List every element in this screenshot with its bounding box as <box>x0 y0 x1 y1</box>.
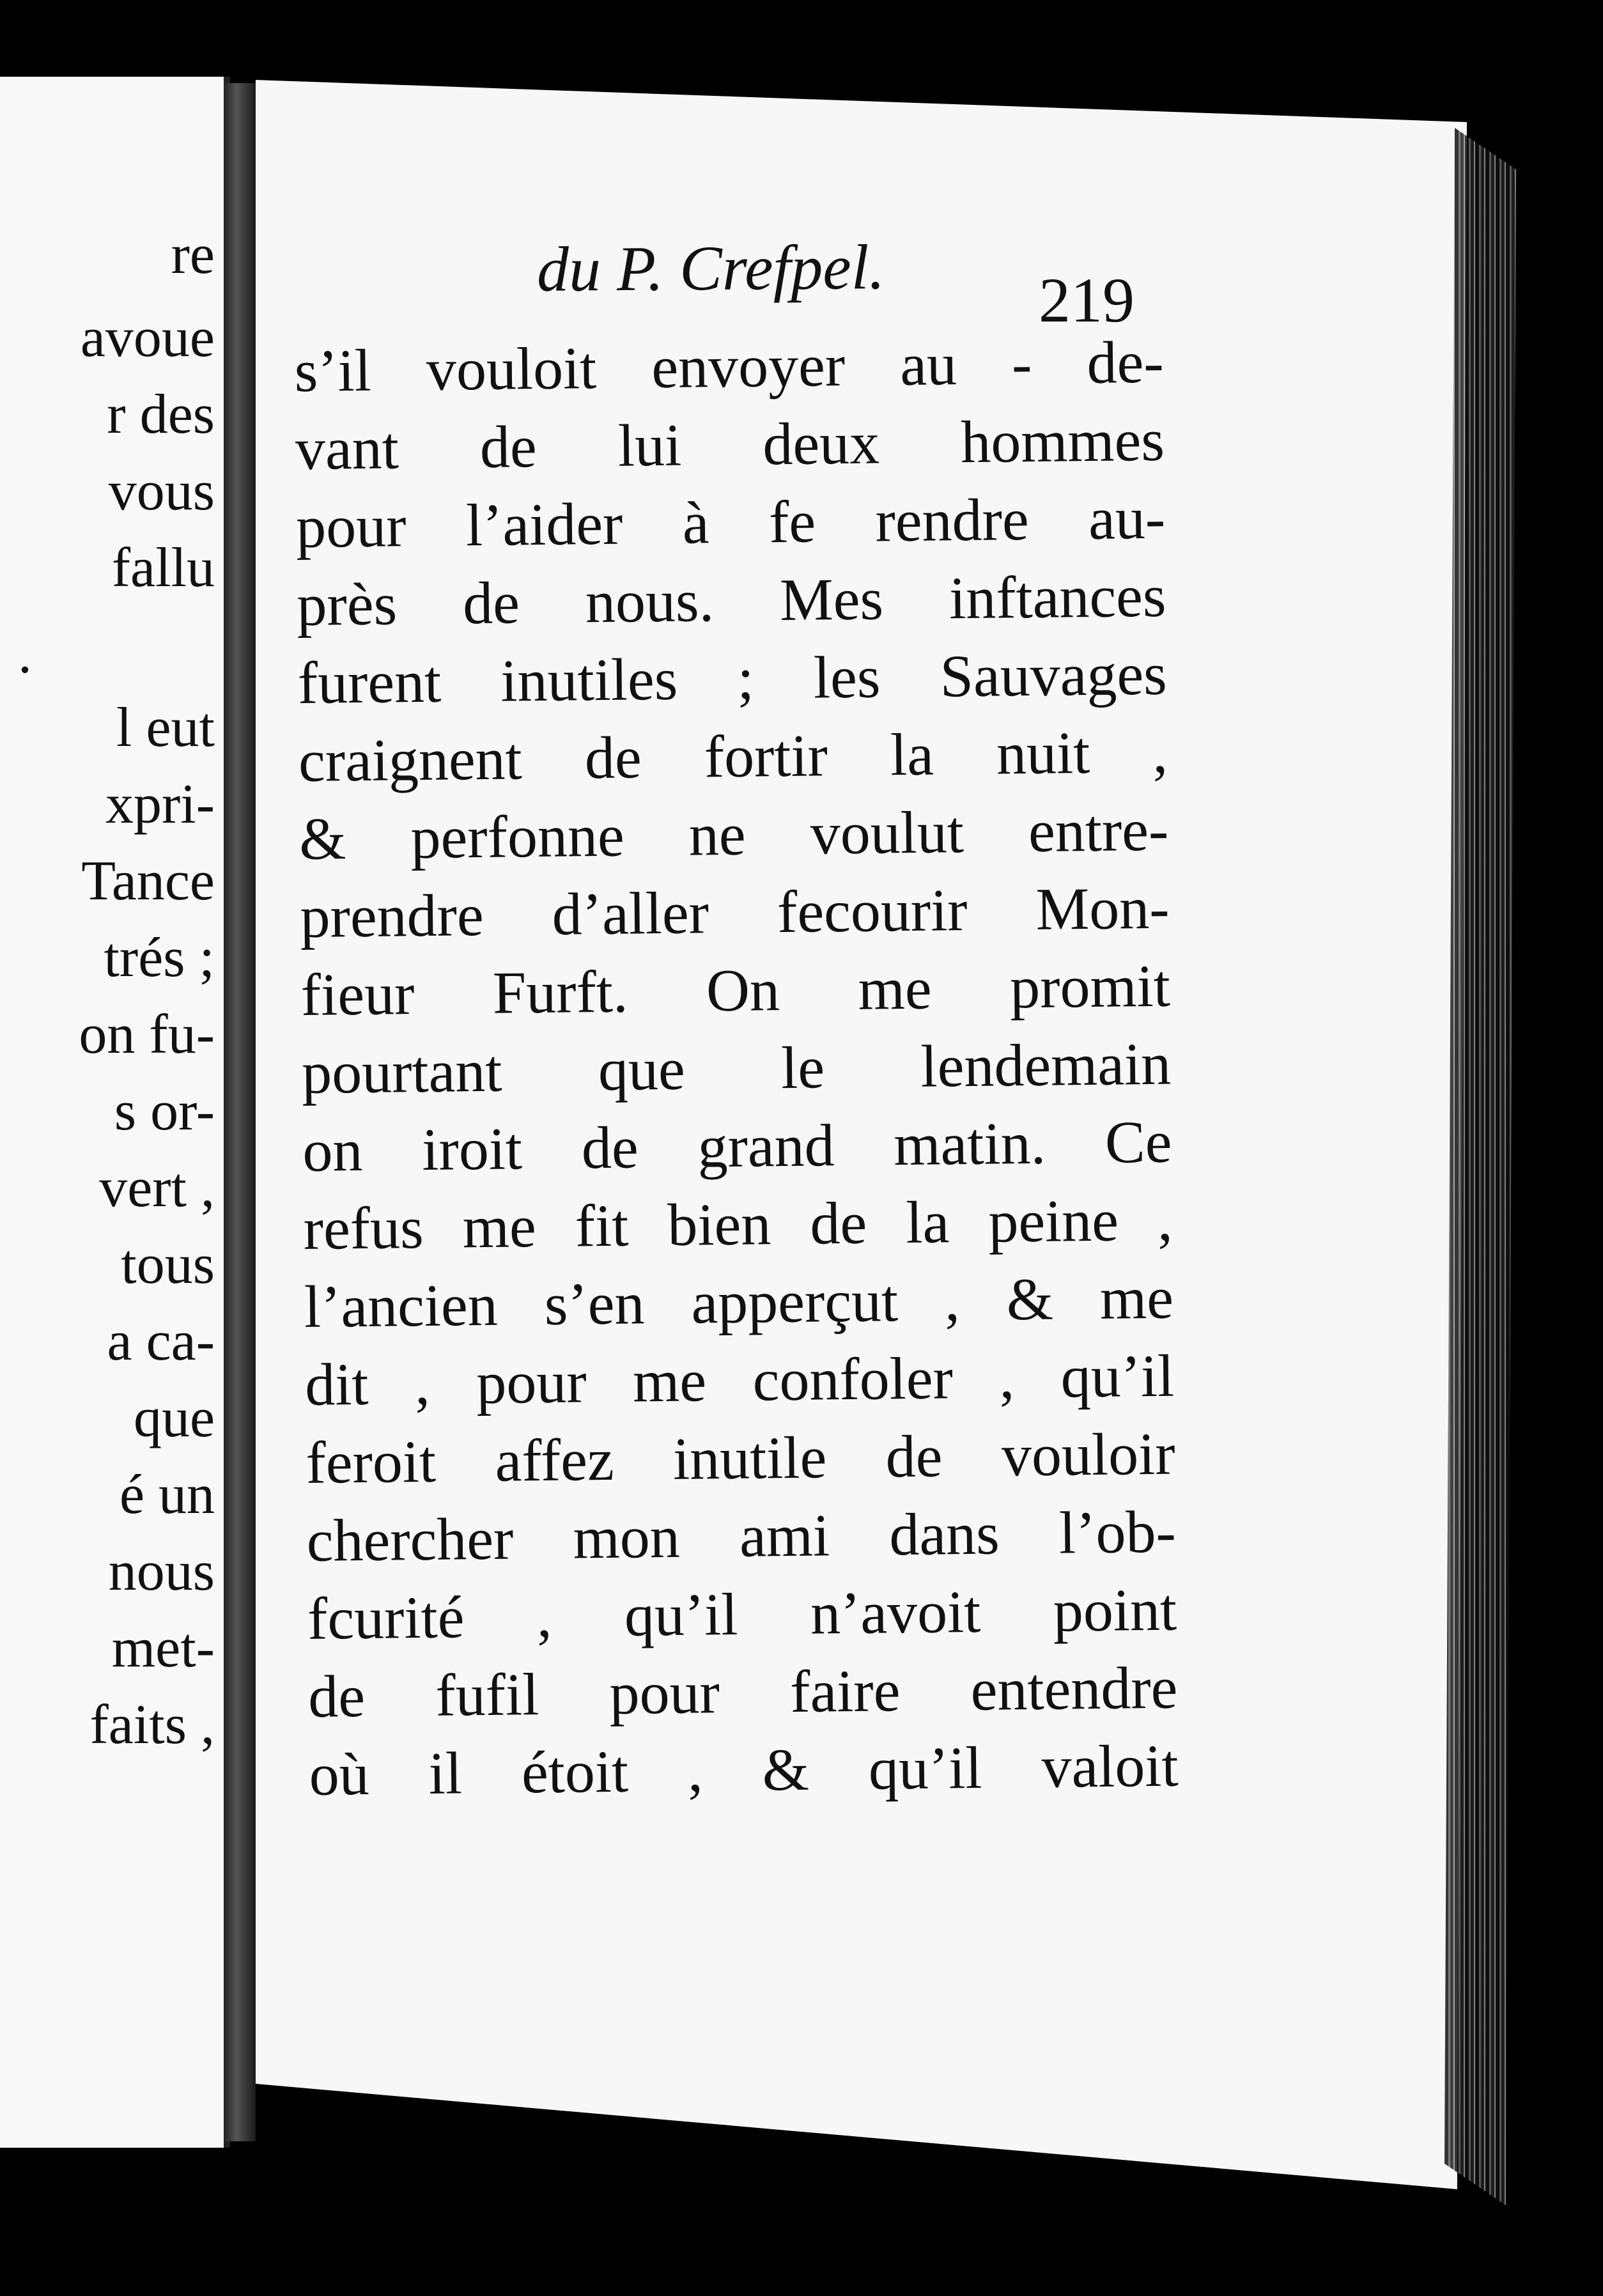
text-line: pour l’aider à fe rendre au- <box>295 485 1166 561</box>
text-line: & perfonne ne voulut entre- <box>298 796 1169 873</box>
body-text <box>294 323 1179 1814</box>
left-page-fragment: met- <box>111 1617 215 1679</box>
left-page-fragment: xpri- <box>105 773 215 835</box>
text-line: prendre d’aller fecourir Mon- <box>300 874 1170 950</box>
text-line: refus me fit bien de la peine , <box>303 1186 1173 1262</box>
text-line: dit , pour me confoler , qu’il <box>304 1342 1175 1418</box>
left-page-fragment: nous <box>108 1540 215 1602</box>
left-page-fragment: tous <box>121 1234 215 1296</box>
left-page-fragment: vous <box>108 460 215 522</box>
text-line: feroit affez inutile de vouloir <box>305 1420 1175 1496</box>
left-page-fragment: re <box>171 224 215 286</box>
text-line: vant de lui deux hommes <box>295 407 1165 483</box>
text-line: furent inutiles ; les Sauvages <box>297 640 1168 717</box>
text-line: fieur Furft. On me promit <box>300 952 1171 1028</box>
text-line: pourtant que le lendemain <box>301 1030 1172 1106</box>
left-page-fragment: é un <box>119 1464 215 1526</box>
text-line: où il étoit , & qu’il valoit <box>309 1732 1179 1808</box>
text-line: près de nous. Mes inftances <box>296 562 1166 639</box>
left-page-fragment: fallu <box>111 537 215 599</box>
text-line: l’ancien s’en apperçut , & me <box>304 1264 1174 1340</box>
left-page-fragment: faits , <box>89 1694 215 1756</box>
left-page-fragment: . <box>18 623 32 685</box>
left-facing-page <box>0 77 230 2148</box>
text-line: fcurité , qu’il n’avoit point <box>307 1576 1177 1652</box>
running-head: du P. Crefpel. <box>536 231 885 305</box>
left-page-fragment: on fu- <box>79 1004 215 1066</box>
text-line: de fufil pour faire entendre <box>307 1654 1178 1730</box>
left-page-fragment: l eut <box>116 697 215 759</box>
text-line: craignent de fortir la nuit , <box>298 718 1168 795</box>
left-page-fragment: que <box>133 1387 215 1449</box>
page-number: 219 <box>1039 265 1134 336</box>
left-page-fragment: s or- <box>114 1080 215 1142</box>
left-page-fragment: Tance <box>81 850 215 912</box>
page-edges <box>1444 128 1547 2205</box>
left-page-fragment: trés ; <box>104 927 215 989</box>
left-page-fragment: r des <box>107 384 215 446</box>
book-gutter <box>224 83 256 2141</box>
left-page-fragment: a ca- <box>107 1310 215 1372</box>
text-line: s’il vouloit envoyer au - de- <box>294 329 1165 405</box>
text-line: chercher mon ami dans l’ob- <box>306 1498 1177 1574</box>
text-line: on iroit de grand matin. Ce <box>302 1108 1172 1184</box>
left-page-fragment: avoue <box>80 307 215 369</box>
left-page-fragment: vert , <box>99 1157 215 1219</box>
